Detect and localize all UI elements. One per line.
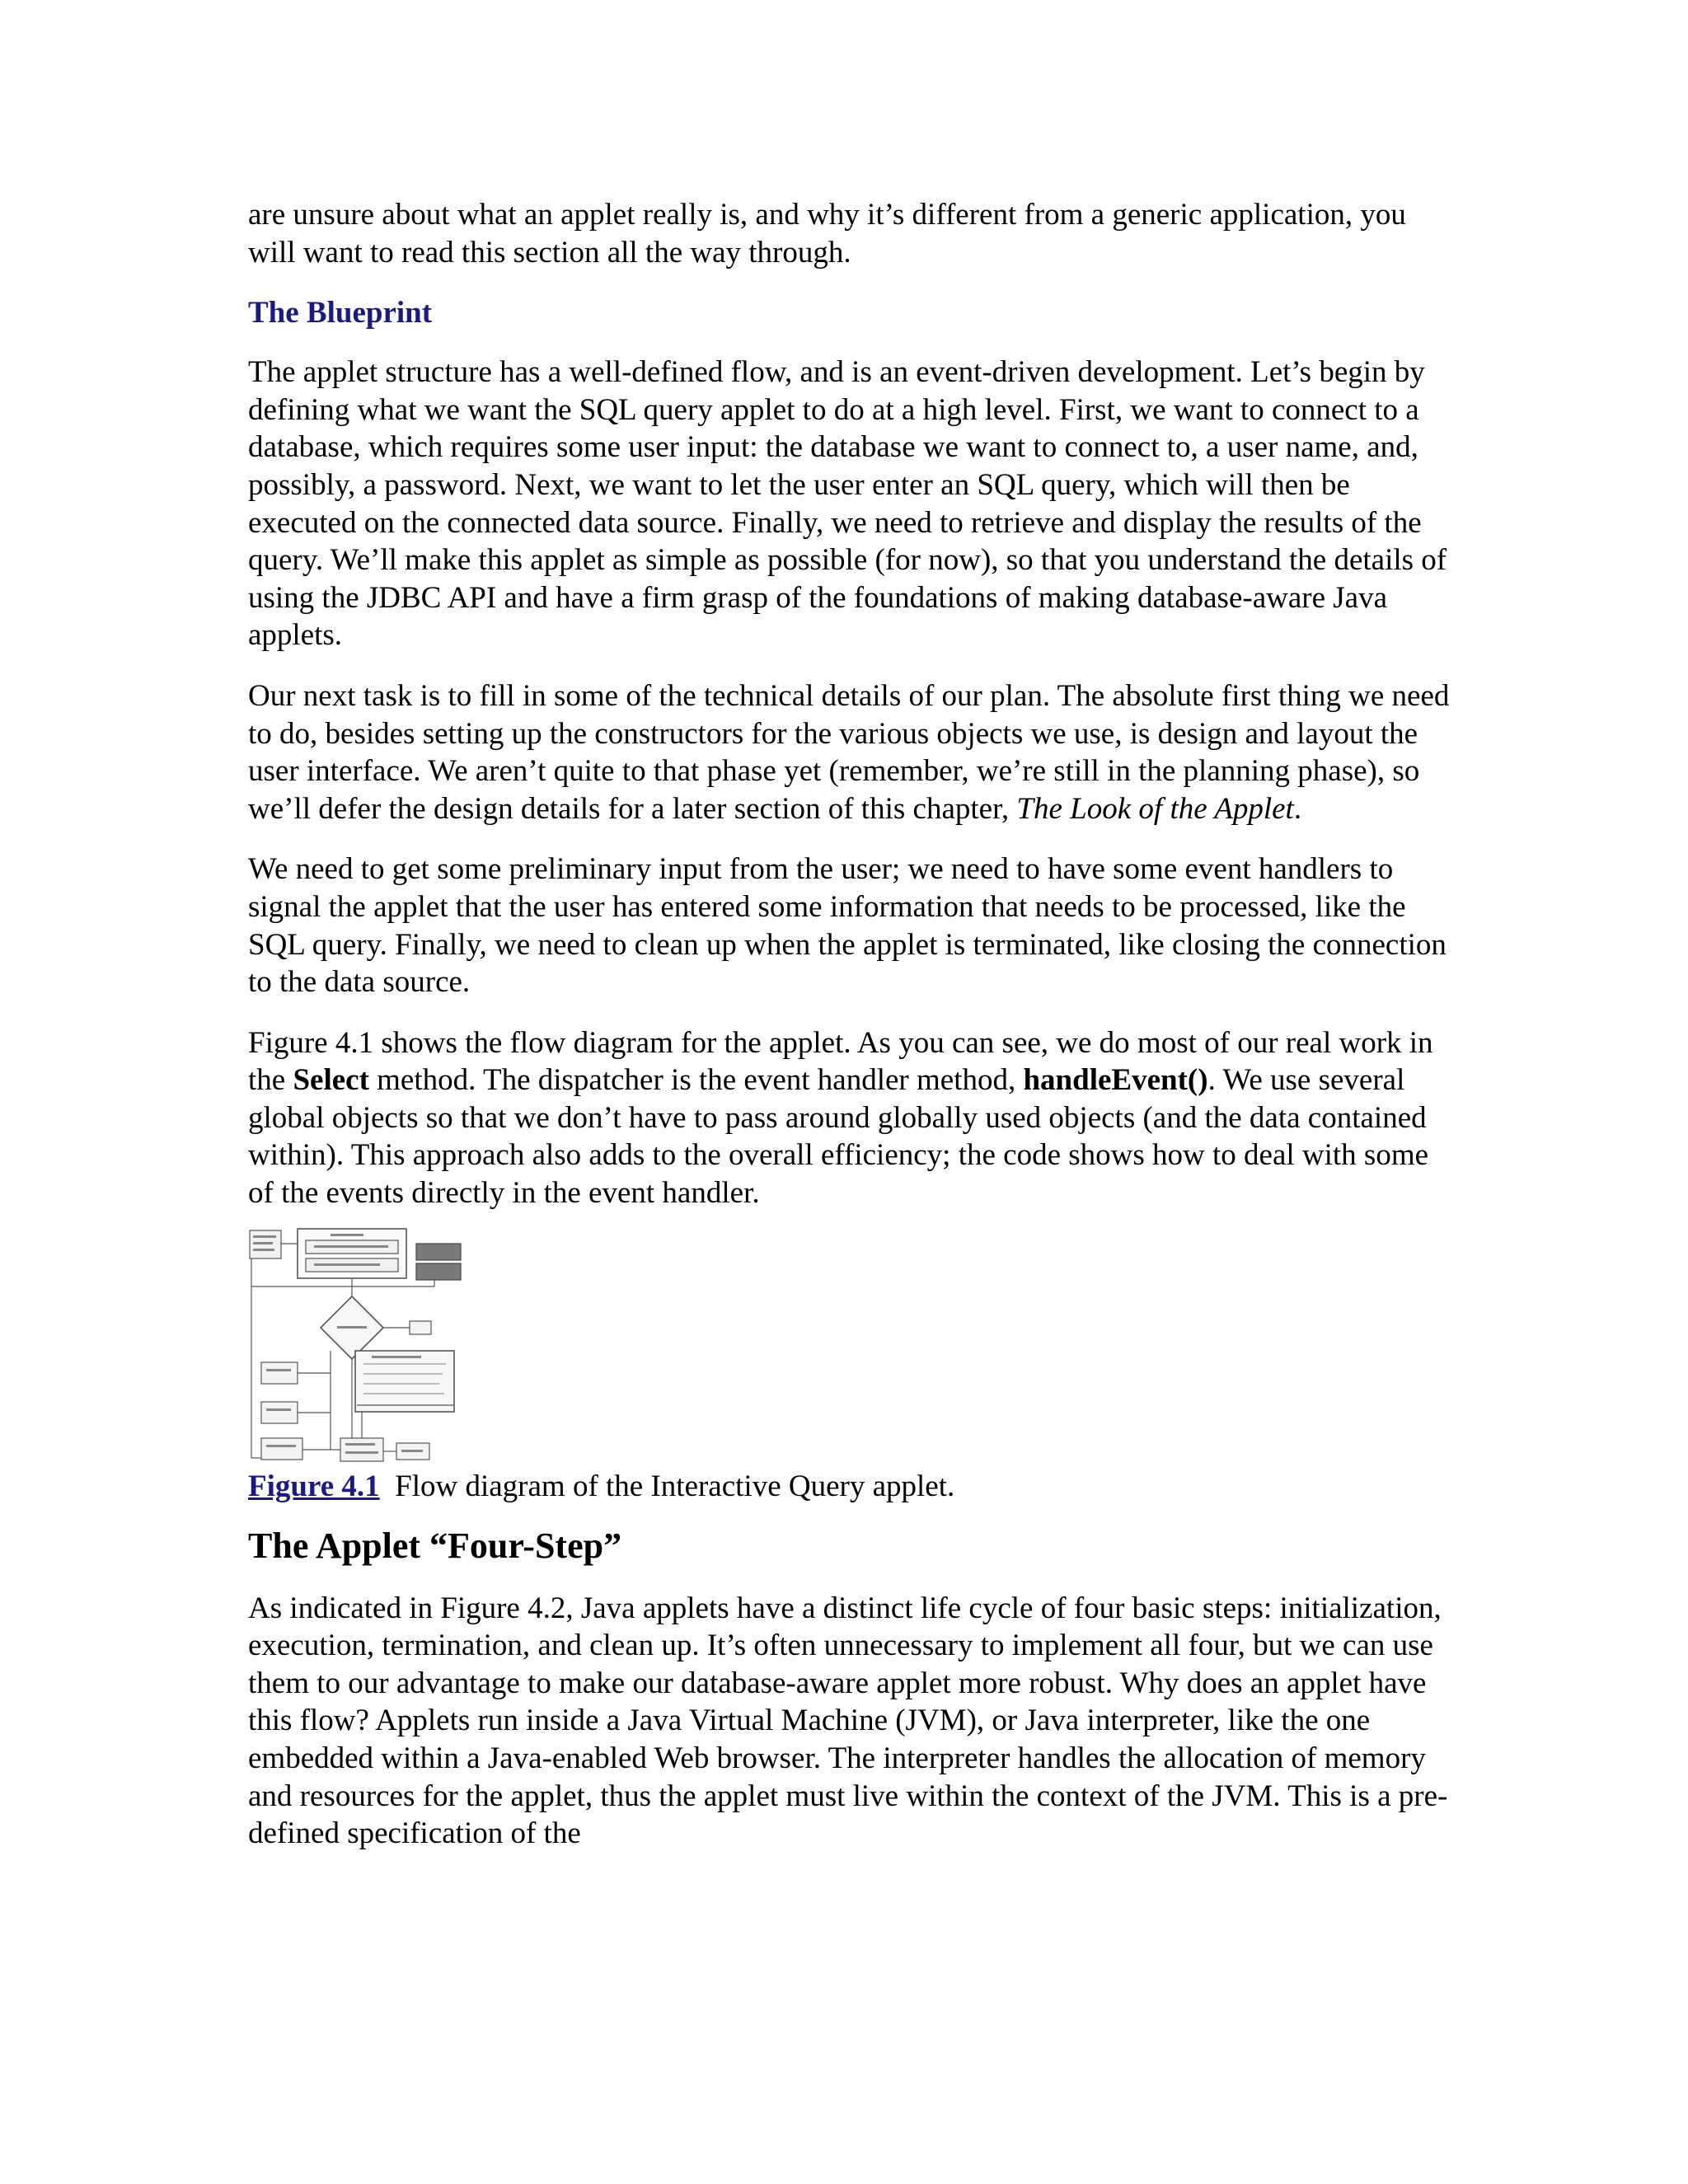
figure-4-1 <box>248 1227 1451 1506</box>
blueprint-paragraph-1: The applet structure has a well-defined flow, and is an event-driven development. Let’s begin by defining what we want the SQL query applet to do at a high level. First, we want to connect to a database, which requires some user input: the database we want to connect to, a user name, and, possibly, a password. Next, we want to let the user enter an SQL query, which will then be executed on the connected data source. Finally, we need to retrieve and display the results of the query. We’ll make this applet as simple as possible (for now), so that you understand the details of using the JDBC API and have a firm grasp of the foundations of making database-aware Java applets. <box>248 355 1447 653</box>
paragraph-text: method. The dispatcher is the event handler method, <box>368 1063 1024 1098</box>
paragraph-text: Figure 4.1 shows the flow diagram for the applet. As you can see, we do most of our real work in the <box>248 1025 1433 1098</box>
flow-diagram-thumbnail <box>248 1227 462 1468</box>
paragraph-text: . <box>1293 791 1302 826</box>
blueprint-paragraph-3: We need to get some preliminary input from the user; we need to have some event handlers to signal the applet that the user has entered some information that needs to be processed, like the SQL query. Finally, we need to clean up when the applet is terminated, like closing the connection to the data source. <box>248 852 1447 1000</box>
figure-caption <box>248 1468 1451 1506</box>
caption-text: Flow diagram of the Interactive Query applet. <box>379 1469 955 1503</box>
intro-paragraph: are unsure about what an applet really is, and why it’s different from a generic application, you will want to read this section all the way through. <box>248 198 1406 269</box>
blueprint-paragraph-2 <box>248 677 1451 827</box>
paragraph-text: . We use several global objects so that we don’t have to pass around globally used objects (and the data contained within). This approach also adds to the overall efficiency; the code shows how to deal with some of the events directly in the event handler. <box>248 1063 1429 1211</box>
figure-link[interactable]: Figure 4.1 <box>248 1469 380 1503</box>
document-page <box>248 196 1451 1876</box>
blueprint-paragraph-4 <box>248 1024 1451 1212</box>
paragraph-text: Our next task is to fill in some of the technical details of our plan. The absolute first thing we need to do, besides setting up the constructors for the various objects we use, is design and layout the user interface. We aren’t quite to that phase yet (remember, we’re still in the planning phase), so we’ll defer the design details for a later section of this chapter, <box>248 678 1450 826</box>
bold-term-select: Select <box>293 1063 369 1098</box>
italic-title: The Look of the Applet <box>1016 791 1294 826</box>
section-heading-blueprint: The Blueprint <box>248 296 433 330</box>
section-heading-four-step: The Applet “Four-Step” <box>248 1525 622 1566</box>
four-step-paragraph: As indicated in Figure 4.2, Java applets have a distinct life cycle of four basic steps: initialization, execution, termination, and clean up. It’s often unnecessary to implement all four, but we can use them to our advantage to make our database-aware applet more robust. Why does an applet have this flow? Applets run inside a Java Virtual Machine (JVM), or Java interpreter, like the one embedded within a Java-enabled Web browser. The interpreter handles the allocation of memory and resources for the applet, thus the applet must live within the context of the JVM. This is a pre-defined specification of the <box>248 1591 1448 1851</box>
bold-term-handle-event: handleEvent() <box>1023 1063 1208 1098</box>
